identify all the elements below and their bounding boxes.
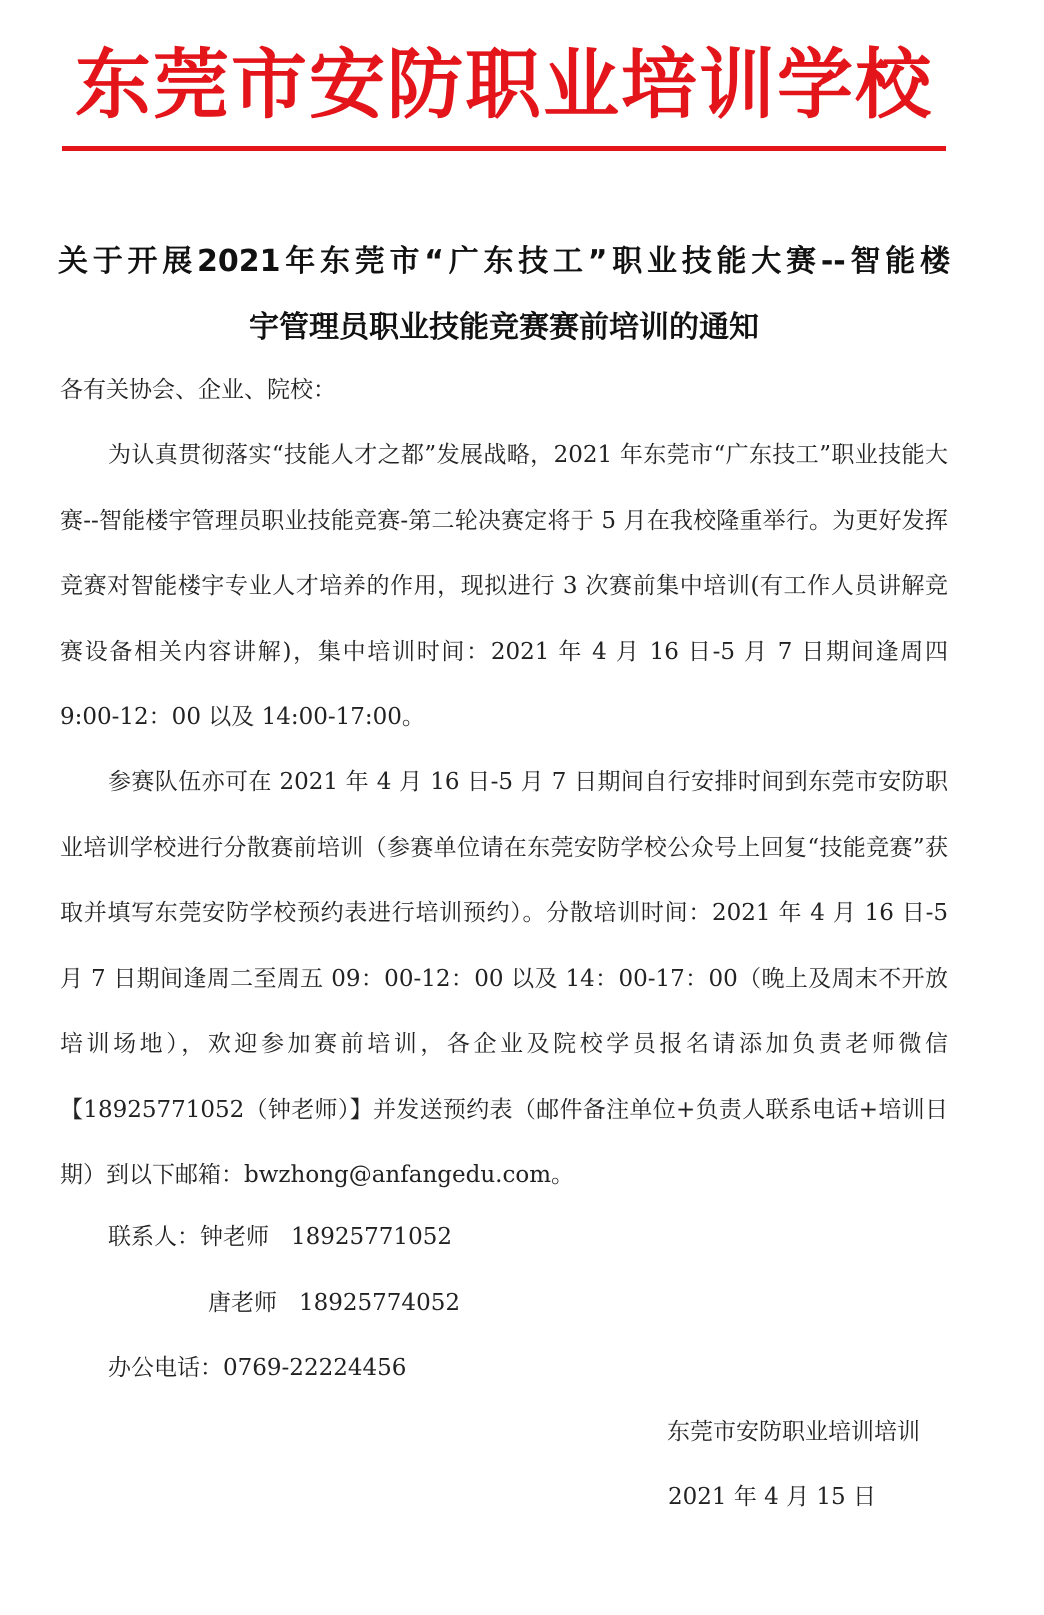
notice-title [58,232,950,364]
contact-phone: 18925774052 [299,1289,460,1316]
paragraph-distributed-training: 参赛队伍亦可在 2021 年 4 月 16 日-5 月 7 日期间自行安排时间到东莞市安防职业培训学校进行分散赛前培训（参赛单位请在东莞安防学校公众号上回复“技能竞赛”获取并填写东莞安防学校预约表进行培训预约）。分散培训时间：2021 年 4 月 16 日-5 月 7 日期间逢周二至周五 09：00-12：00 以及 14：00-17：00（晚上及周末不开放培训场地），欢迎参加赛前培训，各企业及院校学员报名请添加负责老师微信【18925771052（钟老师）】并发送预约表（邮件备注单位+负责人联系电话+培训日期）到以下邮箱：bwzhong@anfangedu.com。 [60,769,948,1188]
issuer-signature: 东莞市安防职业培训培训 [667,1419,920,1445]
contact-row-1 [108,1205,460,1271]
salutation: 各有关协会、企业、院校： [60,377,336,403]
letterhead-divider [62,146,946,151]
office-phone-label: 办公电话： [108,1355,223,1381]
title-line-1: 关于开展2021年东莞市“广东技工”职业技能大赛--智能楼 [58,244,950,279]
paragraph-centralized-training: 为认真贯彻落实“技能人才之都”发展战略，2021 年东莞市“广东技工”职业技能大赛--智能楼宇管理员职业技能竞赛-第二轮决赛定将于 5 月在我校隆重举行。为更好发挥竞赛对智能楼宇专业人才培养的作用，现拟进行 3 次赛前集中培训(有工作人员讲解竞赛设备相关内容讲解)，集中培训时间：2021 年 4 月 16 日-5 月 7 日期间逢周四 9:00-12：00 以及 14:00-17:00。 [60,442,948,730]
office-phone-row [108,1336,460,1402]
title-line-2: 宇管理员职业技能竞赛赛前培训的通知 [249,310,759,345]
office-phone-number: 0769-22224456 [223,1355,407,1381]
contact-name: 唐老师 [208,1289,277,1316]
contact-phone: 18925771052 [291,1224,452,1250]
contact-label: 联系人： [108,1224,200,1250]
contact-block [108,1205,460,1402]
contact-row-2 [108,1271,460,1337]
contact-name: 钟老师 [200,1224,269,1250]
issue-date: 2021 年 4 月 15 日 [668,1484,876,1510]
organization-letterhead: 东莞市安防职业培训学校 [75,40,933,129]
